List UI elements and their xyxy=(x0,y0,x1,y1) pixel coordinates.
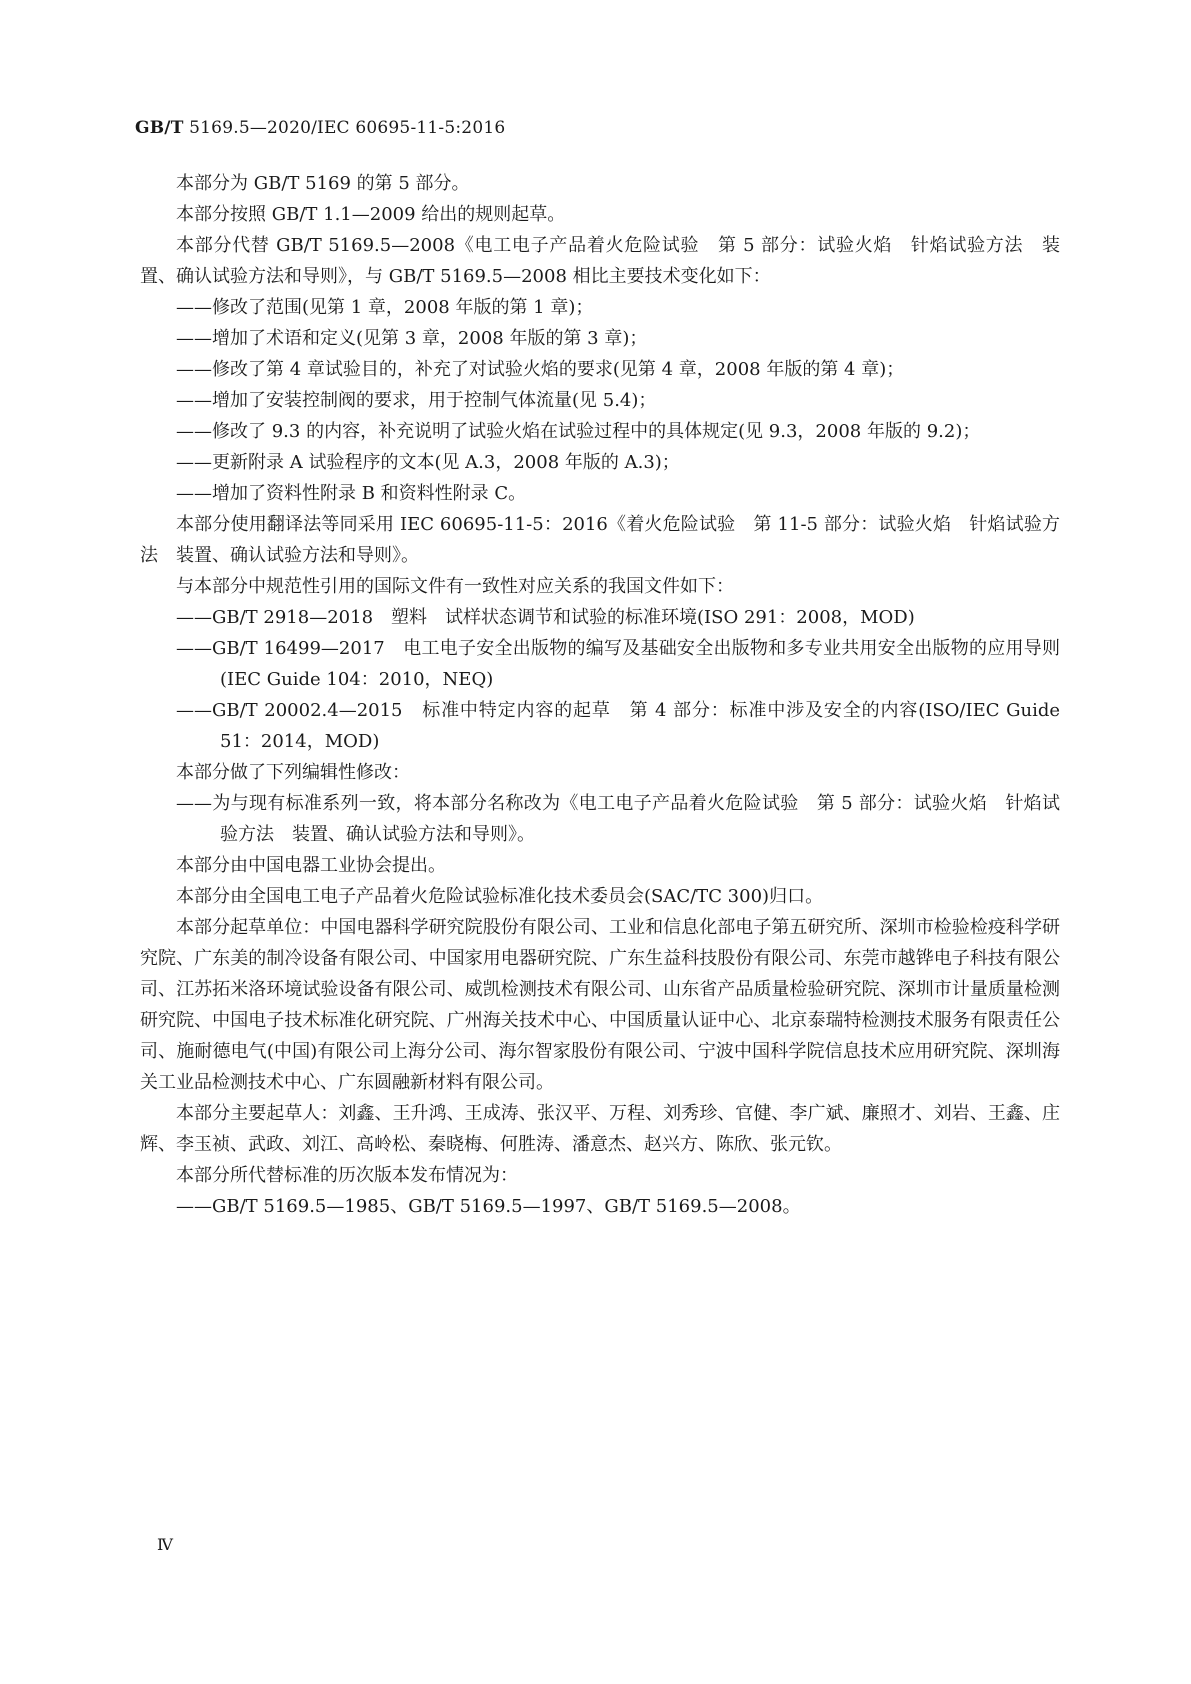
paragraph: 本部分代替 GB/T 5169.5—2008《电工电子产品着火危险试验 第 5 部分：试验火焰 针焰试验方法 装置、确认试验方法和导则》，与 GB/T 5169.5—2008 相比主要技术变化如下： xyxy=(140,235,1060,287)
foreword-body xyxy=(140,168,1060,1222)
drafting-units: 本部分起草单位：中国电器科学研究院股份有限公司、工业和信息化部电子第五研究所、深圳市检验检疫科学研究院、广东美的制冷设备有限公司、中国家用电器研究院、广东生益科技股份有限公司、东莞市越铧电子科技有限公司、江苏拓米洛环境试验设备有限公司、威凯检测技术有限公司、山东省产品质量检验研究院、深圳市计量质量检测研究院、中国电子技术标准化研究院、广州海关技术中心、中国质量认证中心、北京泰瑞特检测技术服务有限责任公司、施耐德电气(中国)有限公司上海分公司、海尔智家股份有限公司、宁波中国科学院信息技术应用研究院、深圳海关工业品检测技术中心、广东圆融新材料有限公司。 xyxy=(140,917,1060,1093)
header-std-number: 5169.5—2020/IEC 60695-11-5:2016 xyxy=(183,118,506,138)
change-item: ——修改了第 4 章试验目的，补充了对试验火焰的要求(见第 4 章，2008 年版的第 4 章)； xyxy=(176,359,905,380)
change-item: ——修改了范围(见第 1 章，2008 年版的第 1 章)； xyxy=(176,297,594,318)
change-item: ——更新附录 A 试验程序的文本(见 A.3，2008 年版的 A.3)； xyxy=(176,452,680,473)
history-item: ——GB/T 5169.5—1985、GB/T 5169.5—1997、GB/T 5169.5—2008。 xyxy=(176,1196,801,1217)
change-item: ——修改了 9.3 的内容，补充说明了试验火焰在试验过程中的具体规定(见 9.3，2008 年版的 9.2)； xyxy=(176,421,981,442)
paragraph: 本部分为 GB/T 5169 的第 5 部分。 xyxy=(176,173,470,194)
edit-item: ——为与现有标准系列一致，将本部分名称改为《电工电子产品着火危险试验 第 5 部分：试验火焰 针焰试验方法 装置、确认试验方法和导则》。 xyxy=(176,793,1060,845)
reference-item: ——GB/T 2918—2018 塑料 试样状态调节和试验的标准环境(ISO 291：2008，MOD) xyxy=(176,607,915,628)
paragraph: 本部分由全国电工电子产品着火危险试验标准化技术委员会(SAC/TC 300)归口。 xyxy=(176,886,824,907)
paragraph: 与本部分中规范性引用的国际文件有一致性对应关系的我国文件如下： xyxy=(176,576,734,597)
running-header xyxy=(135,118,505,138)
paragraph: 本部分使用翻译法等同采用 IEC 60695-11-5：2016《着火危险试验 第 11-5 部分：试验火焰 针焰试验方法 装置、确认试验方法和导则》。 xyxy=(140,514,1060,566)
reference-item: ——GB/T 20002.4—2015 标准中特定内容的起草 第 4 部分：标准中涉及安全的内容(ISO/IEC Guide 51：2014，MOD) xyxy=(176,700,1060,752)
change-item: ——增加了资料性附录 B 和资料性附录 C。 xyxy=(176,483,527,504)
paragraph: 本部分按照 GB/T 1.1—2009 给出的规则起草。 xyxy=(176,204,566,225)
page-number: Ⅳ xyxy=(157,1535,173,1554)
paragraph: 本部分所代替标准的历次版本发布情况为： xyxy=(176,1165,518,1186)
header-std-prefix: GB/T xyxy=(135,118,184,138)
change-item: ——增加了安装控制阀的要求，用于控制气体流量(见 5.4)； xyxy=(176,390,657,411)
drafters: 本部分主要起草人：刘鑫、王升鸿、王成涛、张汉平、万程、刘秀珍、官健、李广斌、廉照才、刘岩、王鑫、庄辉、李玉祯、武政、刘江、高岭松、秦晓梅、何胜涛、潘意杰、赵兴方、陈欣、张元钦。 xyxy=(140,1103,1060,1155)
paragraph: 本部分做了下列编辑性修改： xyxy=(176,762,410,783)
reference-item: ——GB/T 16499—2017 电工电子安全出版物的编写及基础安全出版物和多专业共用安全出版物的应用导则(IEC Guide 104：2010，NEQ) xyxy=(176,638,1060,690)
paragraph: 本部分由中国电器工业协会提出。 xyxy=(176,855,446,876)
change-item: ——增加了术语和定义(见第 3 章，2008 年版的第 3 章)； xyxy=(176,328,648,349)
